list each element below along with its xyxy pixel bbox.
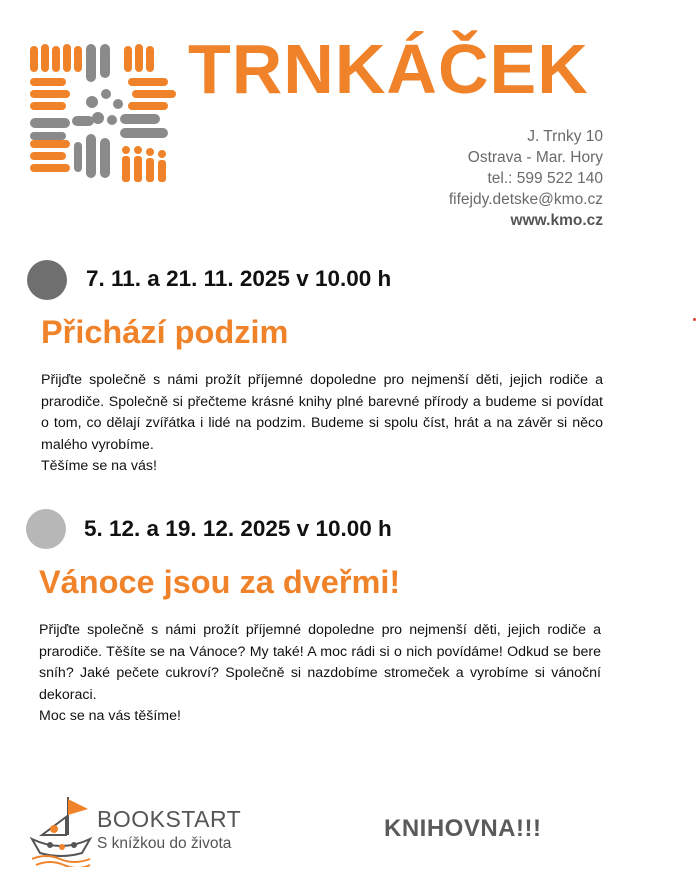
event-1-description	[41, 370, 603, 478]
event-1-title: Přichází podzim	[41, 314, 289, 350]
website-link[interactable]: www.kmo.cz	[510, 212, 603, 229]
event-2-date: 5. 12. a 19. 12. 2025 v 10.00 h	[84, 516, 392, 541]
address-line-1: J. Trnky 10	[527, 128, 603, 145]
page-title: TRNKÁČEK	[188, 30, 589, 108]
address-line-2: Ostrava - Mar. Hory	[467, 149, 603, 166]
event-1-text: Přijďte společně s námi prožít příjemné dopoledne pro nejmenší děti, jejich rodiče a prarodiče. Společně si přečteme krásné knihy plné barevné přírody a budeme si povídat o tom, co dělají zvířátka i lidé na podzim. Budeme si spolu číst, hrát a na závěr si něco malého vyrobíme.	[41, 372, 603, 453]
event-2-title: Vánoce jsou za dveřmi!	[39, 564, 401, 600]
event-2-text: Přijďte společně s námi prožít příjemné dopoledne pro nejmenší děti, jejich rodiče a prarodiče. Těšíte se na Vánoce? My také! A moc rádi si o nich povídáme! Odkud se bere sníh? Jaké pečete cukroví? Společně si nazdobíme stromeček a vyrobíme si vánoční dekoraci.	[39, 622, 601, 703]
stray-dot	[693, 318, 696, 321]
event-2-bullet	[26, 509, 66, 549]
event-2-description	[39, 620, 601, 728]
bookstart-ship-icon	[28, 795, 94, 867]
phone-number: tel.: 599 522 140	[487, 170, 603, 187]
event-1-closing: Těšíme se na vás!	[41, 458, 157, 474]
bookstart-name: BOOKSTART	[97, 806, 242, 832]
knihovna-logo-text: KNIHOVNA!!!	[384, 815, 542, 842]
event-1-bullet	[27, 260, 67, 300]
email-link[interactable]: fifejdy.detske@kmo.cz	[448, 191, 603, 208]
event-1-date: 7. 11. a 21. 11. 2025 v 10.00 h	[86, 266, 392, 291]
bookstart-slogan: S knížkou do života	[97, 835, 232, 852]
contact-block	[449, 126, 603, 231]
event-2-closing: Moc se na vás těšíme!	[39, 708, 181, 724]
trnkacek-logo	[28, 42, 178, 186]
